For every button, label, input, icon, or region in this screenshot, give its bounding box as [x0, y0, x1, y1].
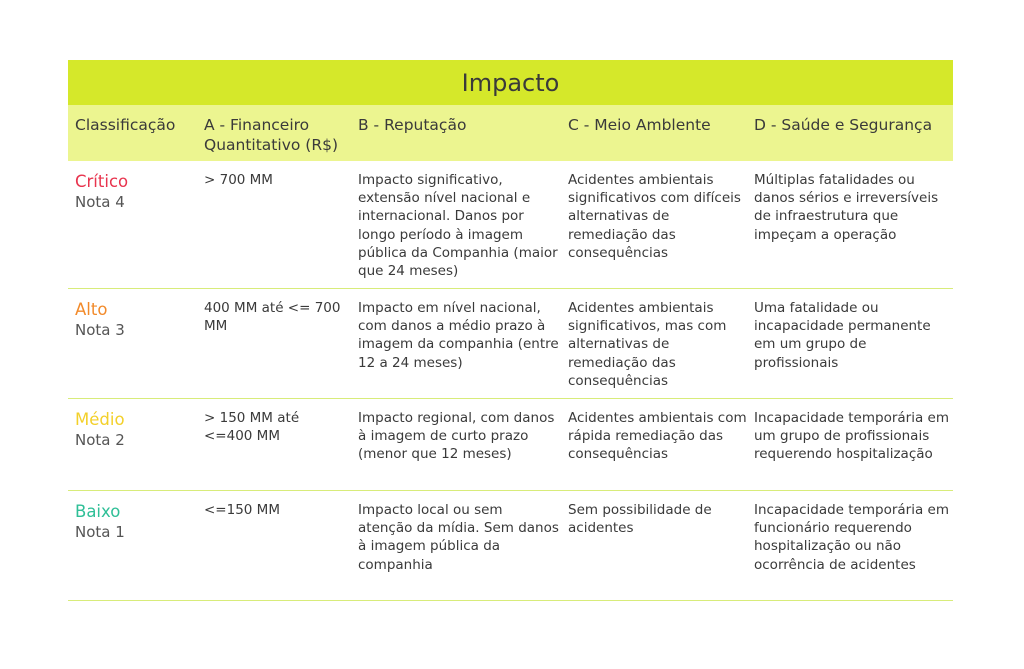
- reputacao-cell: Impacto significativo, extensão nível nacional e internacional. Danos por longo período à imagem pública da Companhia (maior que 24 meses): [358, 172, 558, 280]
- level-label-alto: Alto: [75, 300, 108, 319]
- classificacao-cell: [68, 289, 197, 398]
- level-label-critico: Crítico: [75, 172, 129, 191]
- reputacao-cell: Impacto regional, com danos à imagem de curto prazo (menor que 12 meses): [358, 410, 555, 463]
- table-row-alto: [68, 289, 953, 399]
- meio-ambiente-cell: Sem possibilidade de acidentes: [568, 502, 712, 537]
- financeiro-cell: <=150 MM: [204, 502, 280, 518]
- header-saude: D - Saúde e Segurança: [754, 116, 933, 134]
- classificacao-cell: [68, 491, 197, 600]
- saude-cell: Múltiplas fatalidades ou danos sérios e irreversíveis de infraestrutura que impeçam a operação: [754, 172, 939, 243]
- header-meio-ambiente: C - Meio Amblente: [568, 116, 711, 134]
- table-row-critico: [68, 161, 953, 289]
- nota-label: Nota 1: [75, 523, 125, 541]
- meio-ambiente-cell: Acidentes ambientais significativos com difíceis alternativas de remediação das consequências: [568, 172, 741, 261]
- meio-ambiente-cell: Acidentes ambientais com rápida remediação das consequências: [568, 410, 747, 463]
- table-title: Impacto: [68, 60, 953, 105]
- header-financeiro: A - Financeiro Quantitativo (R$): [204, 116, 338, 154]
- nota-label: Nota 2: [75, 431, 125, 449]
- table-row-medio: [68, 399, 953, 491]
- level-label-baixo: Baixo: [75, 502, 121, 521]
- nota-label: Nota 4: [75, 193, 125, 211]
- meio-ambiente-cell: Acidentes ambientais significativos, mas com alternativas de remediação das consequências: [568, 300, 727, 389]
- header-classificacao: Classificação: [75, 116, 176, 134]
- reputacao-cell: Impacto em nível nacional, com danos a médio prazo à imagem da companhia (entre 12 a 24 meses): [358, 300, 559, 371]
- reputacao-cell: Impacto local ou sem atenção da mídia. Sem danos à imagem pública da companhia: [358, 502, 559, 573]
- header-row: [68, 105, 953, 161]
- impact-table: [68, 60, 953, 601]
- table-row-baixo: [68, 491, 953, 601]
- financeiro-cell: 400 MM até <= 700 MM: [204, 300, 341, 335]
- saude-cell: Incapacidade temporária em um grupo de profissionais requerendo hospitalização: [754, 410, 949, 463]
- classificacao-cell: [68, 161, 197, 288]
- financeiro-cell: > 150 MM até <=400 MM: [204, 410, 300, 445]
- nota-label: Nota 3: [75, 321, 125, 339]
- financeiro-cell: > 700 MM: [204, 172, 273, 188]
- header-reputacao: B - Reputação: [358, 116, 467, 134]
- level-label-medio: Médio: [75, 410, 125, 429]
- saude-cell: Uma fatalidade ou incapacidade permanente em um grupo de profissionais: [754, 300, 931, 371]
- classificacao-cell: [68, 399, 197, 490]
- saude-cell: Incapacidade temporária em funcionário requerendo hospitalização ou não ocorrência de acidentes: [754, 502, 949, 573]
